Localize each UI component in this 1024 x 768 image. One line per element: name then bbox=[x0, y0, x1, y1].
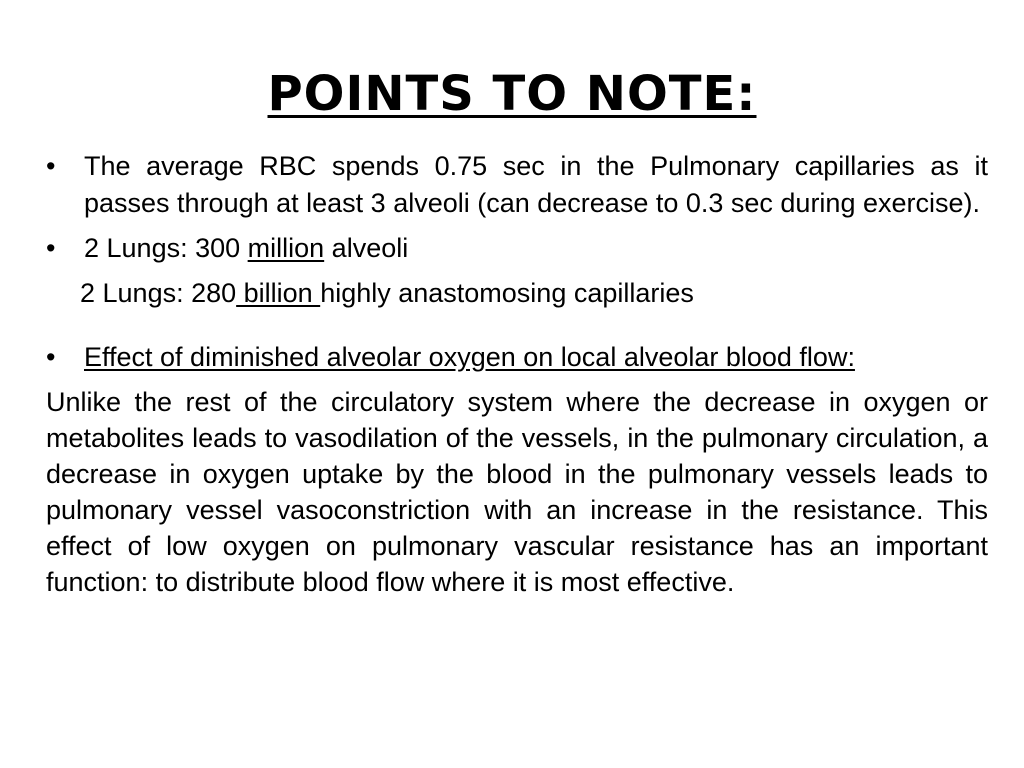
capillaries-unit: billion bbox=[236, 278, 321, 308]
explanation-paragraph: Unlike the rest of the circulatory system where the decrease in oxygen or metabolites leads to vasodilation of the vessels, in the pulmonary circulation, a decrease in oxygen uptake by the blood in the pulmonary vessels leads to pulmonary vessel vasoconstriction with an increase in the resistance. This effect of low oxygen on pulmonary vascular resistance has an important function: to distribute blood flow where it is most effective. bbox=[46, 387, 988, 597]
bullet-rbc-transit: • The average RBC spends 0.75 sec in the Pulmonary capillaries as it passes through at least 3 alveoli (can decrease to 0.3 sec during exercise). bbox=[46, 148, 988, 222]
bullet-effect-heading bbox=[46, 339, 988, 376]
effect-heading-text: Effect of diminished alveolar oxygen on local alveolar blood flow: bbox=[84, 342, 855, 372]
bullet-alveoli-count bbox=[46, 230, 988, 267]
capillaries-prefix: 2 Lungs: 280 bbox=[80, 278, 237, 308]
capillaries-suffix: highly anastomosing capillaries bbox=[320, 278, 694, 308]
slide-title-text: POINTS TO NOTE: bbox=[267, 66, 757, 122]
slide-title bbox=[0, 62, 1024, 126]
alveoli-suffix: alveoli bbox=[324, 233, 409, 263]
alveoli-prefix: 2 Lungs: 300 bbox=[84, 233, 248, 263]
alveoli-unit: million bbox=[247, 233, 325, 263]
slide-body bbox=[46, 148, 988, 627]
capillaries-line bbox=[46, 275, 988, 312]
